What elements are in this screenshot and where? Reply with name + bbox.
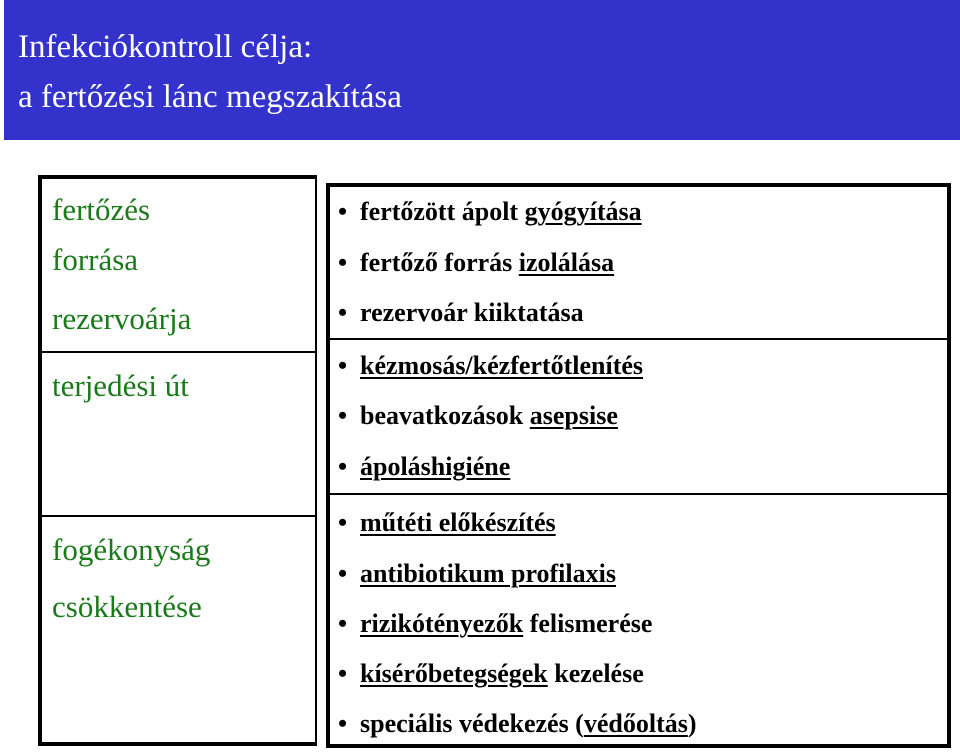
item-underlined: műtéti előkészítés: [360, 508, 556, 537]
left-label-csokkentese: csökkentése: [52, 589, 202, 624]
left-divider-1: [40, 351, 316, 353]
bullet-icon: •: [338, 709, 348, 738]
bullet-item: [338, 248, 614, 278]
bullet-item: [338, 401, 618, 431]
item-underlined: antibiotikum profilaxis: [360, 559, 616, 588]
item-underlined: kísérőbetegségek: [360, 659, 548, 688]
item-after: kezelése: [547, 659, 644, 688]
bullet-item: [338, 508, 556, 538]
left-label-fertozes: fertőzés: [52, 192, 151, 227]
item-underlined: asepsise: [529, 401, 618, 430]
title-line-2: a fertőzési lánc megszakítása: [18, 79, 402, 115]
bullet-item: [338, 559, 616, 589]
right-divider-2: [328, 493, 949, 495]
bullet-icon: •: [338, 401, 348, 430]
item-underlined: izolálása: [518, 248, 615, 277]
item-underlined: rizikótényezők: [360, 609, 524, 638]
right-divider-1: [328, 338, 949, 340]
bullet-item: [338, 351, 643, 381]
bullet-icon: •: [338, 559, 348, 588]
bullet-item: [338, 197, 642, 227]
left-label-rezervoarja: rezervoárja: [52, 301, 192, 336]
item-after: ): [687, 709, 697, 738]
bullet-icon: •: [338, 351, 348, 380]
item-underlined: ápoláshigiéne: [360, 452, 511, 481]
bullet-item: [338, 298, 584, 328]
bullet-icon: •: [338, 659, 348, 688]
item-underlined: gyógyítása: [524, 197, 642, 226]
bullet-icon: •: [338, 248, 348, 277]
bullet-item: [338, 452, 510, 482]
item-text: fertőző forrás: [360, 248, 519, 277]
bullet-icon: •: [338, 508, 348, 537]
title-line-1: Infekciókontroll célja:: [18, 29, 313, 65]
bullet-item: [338, 709, 697, 739]
bullet-icon: •: [338, 452, 348, 481]
left-label-forrasa: forrása: [52, 242, 139, 277]
bullet-icon: •: [338, 197, 348, 226]
bullet-item: [338, 609, 652, 639]
item-underlined: kézmosás/kézfertőtlenítés: [360, 351, 644, 380]
left-divider-2: [40, 515, 316, 517]
title-banner: [4, 0, 960, 140]
item-text: fertőzött ápolt: [360, 197, 525, 226]
item-text: rezervoár kiiktatása: [360, 298, 584, 327]
item-text: speciális védekezés (: [360, 709, 584, 738]
left-label-fogekonysag: fogékonyság: [52, 532, 211, 567]
bullet-icon: •: [338, 609, 348, 638]
bullet-icon: •: [338, 298, 348, 327]
bullet-item: [338, 659, 644, 689]
left-label-terjedesi-ut: terjedési út: [52, 368, 189, 403]
item-text: beavatkozások: [360, 401, 530, 430]
item-underlined: védőoltás: [583, 709, 688, 738]
item-after: felismerése: [523, 609, 653, 638]
